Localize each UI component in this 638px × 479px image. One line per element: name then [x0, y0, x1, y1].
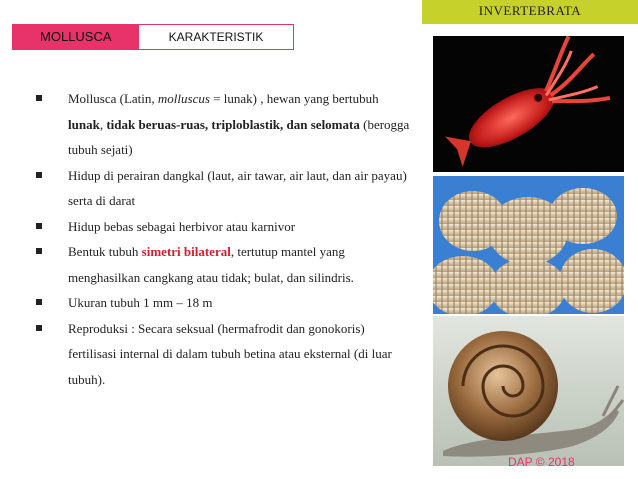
list-item: Reproduksi : Secara seksual (hermafrodit dan gonokoris) fertilisasi internal di dalam tubuh betina atau eksternal (di luar tubuh).	[32, 316, 412, 393]
list-item: Mollusca (Latin, molluscus = lunak) , hewan yang bertubuh lunak, tidak beruas-ruas, triploblastik, dan selomata (berogga tubuh sejati)	[32, 86, 412, 163]
list-item: Hidup di perairan dangkal (laut, air tawar, air laut, dan air payau) serta di darat	[32, 163, 412, 214]
clams-image	[433, 176, 624, 314]
bullet-square-icon	[36, 223, 42, 229]
clams-photo	[433, 176, 624, 314]
bullet-square-icon	[36, 325, 42, 331]
tab-karakteristik[interactable]: KARAKTERISTIK	[139, 24, 294, 50]
bullet-square-icon	[36, 299, 42, 305]
list-item: Bentuk tubuh simetri bilateral, tertutup mantel yang menghasilkan cangkang atau tidak; bulat, dan silindris.	[32, 239, 412, 290]
snail-photo	[433, 316, 624, 466]
characteristics-list	[32, 86, 412, 392]
bullet-square-icon	[36, 248, 42, 254]
copyright-footer: DAP © 2018	[508, 455, 575, 469]
squid-photo	[433, 36, 624, 172]
bullet-square-icon	[36, 172, 42, 178]
squid-image	[433, 36, 624, 172]
section-title: INVERTEBRATA	[478, 3, 582, 18]
snail-image	[433, 316, 624, 466]
bullet-square-icon	[36, 95, 42, 101]
list-item: Hidup bebas sebagai herbivor atau karnivor	[32, 214, 412, 240]
section-header-bar	[422, 0, 638, 24]
list-item: Ukuran tubuh 1 mm – 18 m	[32, 290, 412, 316]
tab-mollusca[interactable]: MOLLUSCA	[12, 24, 139, 50]
